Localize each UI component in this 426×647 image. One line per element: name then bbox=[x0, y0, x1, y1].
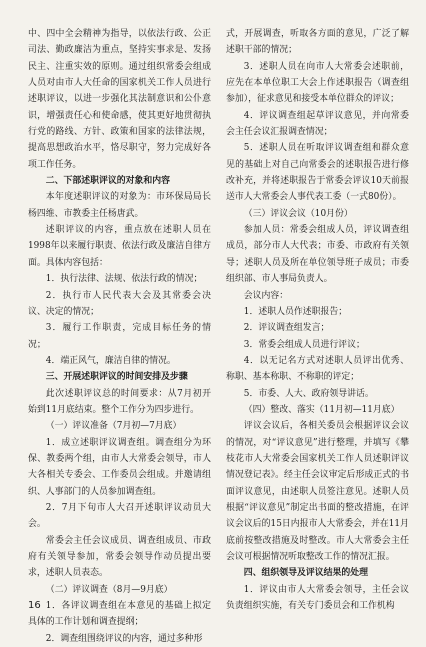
right-paragraph: 5．述职人员在听取评议调查组和群众意见的基础上对自己向常委会的述职报告进行修改补充，并将述职报告于常委会评议10天前报送市人大常委会人事代表工委（一式80份）。 bbox=[226, 143, 409, 203]
left-paragraph: （一）评议准备（7月初—7月底） bbox=[45, 421, 182, 432]
left-paragraph: 述职评议的内容，重点放在述职人员在1998年以来履行职责、依法行政及廉洁自律方面。具体内容包括： bbox=[28, 225, 211, 268]
right-paragraph: 3．常委会组成人员进行评议； bbox=[243, 339, 365, 350]
left-paragraph: 2．7月下旬市人大召开述职评议动员大会。 bbox=[28, 502, 211, 530]
right-paragraph: 3．述职人员在向市人大常委会述职前，应先在本单位职工大会上作述职报告（调查组参加），征求意见和接受本单位群众的评议； bbox=[226, 61, 409, 105]
right-section-heading: 四、组织领导及评议结果的处理 bbox=[243, 568, 369, 579]
left-paragraph: 1．成立述职评议调查组。调查组分为环保、教委两个组，由市人大常委会领导，市人大各相关专委会、工作委员会组成。并邀请组织、人事部门的人员参加调查组。 bbox=[28, 437, 211, 497]
left-paragraph: 1．各评议调查组在本意见的基础上拟定具体的工作计划和调查提纲； bbox=[28, 601, 211, 628]
left-section-heading: 三、开展述职评议的时间安排及步骤 bbox=[45, 372, 188, 383]
left-paragraph: （二）评议调查（8月—9月底） bbox=[45, 584, 173, 595]
left-section-heading: 二、下部述职评议的对象和内容 bbox=[45, 176, 171, 187]
left-paragraph: 2．执行市人民代表大会及其常委会决议、决定的情况； bbox=[28, 290, 211, 317]
left-paragraph: 2．调查组围绕评议的内容，通过多种形 bbox=[45, 633, 203, 644]
right-paragraph: 会议内容： bbox=[243, 290, 289, 301]
left-paragraph: 3．履行工作职责，完成目标任务的情况； bbox=[28, 323, 211, 350]
left-paragraph: 1．执行法律、法规、依法行政的情况； bbox=[45, 274, 203, 285]
right-paragraph: （三）评议会议（10月份） bbox=[243, 208, 353, 219]
left-column bbox=[28, 26, 211, 647]
right-paragraph: 式，开展调查，听取各方面的意见，广泛了解述职干部的情况； bbox=[226, 29, 409, 56]
page-number: 16 bbox=[28, 600, 41, 611]
left-paragraph: 中、四中全会精神为指导，以依法行政、公正司法、勤政廉洁为重点，坚持实事求是、发扬民主、注重实效的原则。通过组织常委会组成人员对由市人大任命的国家机关工作人员进行述职评议，以进一步强化其法制意识和公仆意识，增强责任心和使命感，使其更好地贯彻执行党的路线、方针、政策和国家的法律法规，提高思想政治水平，恪尽职守，努力完成好各项工作任务。 bbox=[28, 29, 211, 170]
right-paragraph: 1．述职人员作述职报告； bbox=[243, 306, 348, 317]
right-paragraph: 4．以无记名方式对述职人员评出优秀、称职、基本称职、不称职的评定； bbox=[226, 355, 409, 383]
right-paragraph: 参加人员：常委会组成人员，评议调查组成员，部分市人大代表；市委、市政府有关领导；述职人员及所在单位领导班子成员；市委组织部、市人事局负责人。 bbox=[226, 225, 409, 285]
left-paragraph: 4．端正风气，廉洁自律的情况。 bbox=[45, 355, 176, 366]
right-paragraph: 评议会议后，各相关委员会根据评议会议的情况，对“评议意见”进行整理，并填写《攀枝花市人大常委会国家机关工作人员述职评议情况登记表》。经主任会议审定后形成正式的书面评议意见，由述职人员签注意见。述职人员根据“评议意见”制定出书面的整改措施，在评议会议后的15日内报市人大常委会，并在11月底前按整改措施及时整改。市人大常委会主任会议可根据情况听取整改工作的情况汇报。 bbox=[226, 421, 409, 562]
right-column bbox=[226, 26, 409, 614]
right-paragraph: 2．评议调查组发言； bbox=[243, 323, 330, 334]
right-paragraph: 1．评议由市人大常委会领导，主任会议负责组织实施，有关专门委员会和工作机构 bbox=[226, 584, 409, 612]
left-paragraph: 此次述职评议总的时间要求：从7月初开始到11月底结束。整个工作分为四步进行。 bbox=[28, 388, 211, 415]
right-paragraph: 4．评议调查组起草评议意见，并向常委会主任会议汇报调查情况； bbox=[226, 110, 409, 138]
left-paragraph: 常委会主任会议成员、调查组成员、市政府有关领导参加，常委会领导作动员提出要求，述职人员表态。 bbox=[28, 535, 211, 579]
left-paragraph: 本年度述职评议的对象为：市环保局局长杨四维、市教委主任杨唐武。 bbox=[28, 192, 211, 219]
right-paragraph: （四）整改、落实（11月初—11月底） bbox=[243, 404, 400, 415]
right-paragraph: 5．市委、人大、政府领导讲话。 bbox=[243, 388, 374, 399]
